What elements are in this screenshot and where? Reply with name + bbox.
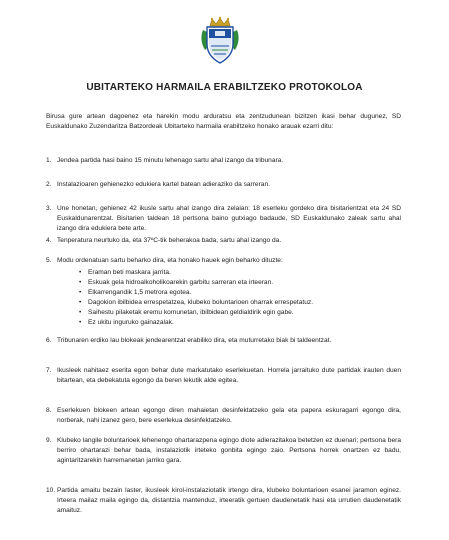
list-item: • Dagokion ibilbidea errespetatzea, klubeko boluntarioen oharrak errespetatuz.: [79, 298, 399, 308]
list-item: • Eskuak gela hidroalkoholikoarekin garbitu sarreran eta irteeran.: [79, 278, 399, 288]
rule-number: 8.: [46, 407, 52, 414]
rule-text: Ikusleek nahitaez eserita egon behar dute markatutako eserlekuetan. Horrela jarraituko dute partidak irauten duen bitartean, eta debekatuta egongo da beren lekutik alde egitea.: [57, 367, 401, 384]
list-item: • Eraman beti maskara jarrita.: [79, 268, 399, 278]
list-item: • Ez ukitu inguruko gainazalak.: [79, 318, 399, 328]
rule-item-4: [46, 236, 401, 246]
rule-item-9: [46, 436, 401, 466]
rule-text: Tribunaren erdiko lau blokeak jendearentzat erabiliko dira, eta muturretako biak bi taldeentzat.: [57, 337, 332, 344]
rule-text: Jendea partida hasi baino 15 minutu lehenago sartu ahal izango da tribunara.: [57, 157, 284, 164]
rule-text: Partida amaitu bezain laster, ikusleek kirol-instalaziotatik irtengo dira, klubeko boluntarioen esanei jaramon eginez. Irteera mailaz maila egingo da, distantzia mantenduz, irteeratik gertuen daudenetatik hasi eta urrutien daudenetatik amaituz.: [57, 487, 401, 514]
rule-text: Instalazioaren gehienezko edukiera kartel batean adieraziko da sarreran.: [57, 181, 270, 188]
rule-item-6: [46, 336, 401, 346]
document-title: UBITARTEKO HARMAILA ERABILTZEKO PROTOKOLOA: [86, 82, 363, 93]
conduct-bullet-list: [79, 268, 399, 328]
rule-item-1: [46, 156, 401, 166]
club-crest-logo: [197, 16, 243, 66]
rule-item-10: [46, 486, 401, 516]
rule-number: 4.: [46, 237, 52, 244]
rule-number: 5.: [46, 257, 52, 264]
rule-number: 6.: [46, 337, 52, 344]
rule-text: Modu ordenatuan sartu beharko dira, eta honako hauek egin beharko dituzte:: [57, 257, 283, 264]
rule-number: 1.: [46, 157, 52, 164]
rule-item-8: [46, 406, 401, 426]
rule-number: 9.: [46, 437, 52, 444]
intro-paragraph: Birusa gure artean dagoenez eta harekin modu arduratsu eta zentzudunean bizitzen ikasi behar dugunez, SD Euskaldunako Zuzendaritza Batzordeak Ubitarteko harmaila erabiltzeko honako arauak ezarri ditu:: [46, 113, 401, 130]
rule-item-7: [46, 366, 401, 386]
rule-number: 2.: [46, 181, 52, 188]
rule-number: 3.: [46, 205, 52, 212]
rule-text: Klubeko langile boluntarioek lehenengo ohartarazpena egingo diote adierazitakoa betetzen ez duenari; pertsona bera berriro ohartarazi behar bada, instalaziotik irteteko gonbita egingo zaio. Pertsona horrek onartzen ez badu, agintaritzarekin harremanetan jarriko gara.: [57, 437, 401, 464]
rule-number: 10.: [46, 487, 56, 494]
rule-number: 7.: [46, 367, 52, 374]
rule-item-5: [46, 256, 401, 266]
list-item: • Saihestu pilaketak eremu komunetan, ibilbidean geldialdirik egin gabe.: [79, 308, 399, 318]
rule-text: Eserlekuen blokeen artean egongo diren mahaietan desinfektatzeko gela eta papera eskuragarri egongo dira, norberak, nahi izanez gero, bere eserlekua desinfektatzeko.: [57, 407, 401, 424]
rule-text: Une honetan, gehienez 42 ikusle sartu ahal izango dira zelaian: 18 eserleku gordeko dira bisitarientzat eta 24 SD Euskaldunarentzat. Bisitarien taldean 18 pertsona baino gutxiago badaude, SD Euskaldunako zaleak sartu ahal izango dira edukiera bete arte.: [57, 205, 401, 232]
rule-item-2: [46, 180, 401, 190]
list-item: • Elkarrengandik 1,5 metrora egotea.: [79, 288, 399, 298]
rule-text: Tenperatura neurtuko da, eta 37ºC-tik beherakoa bada, sartu ahal izango da.: [57, 237, 282, 244]
rule-item-3: [46, 204, 401, 234]
